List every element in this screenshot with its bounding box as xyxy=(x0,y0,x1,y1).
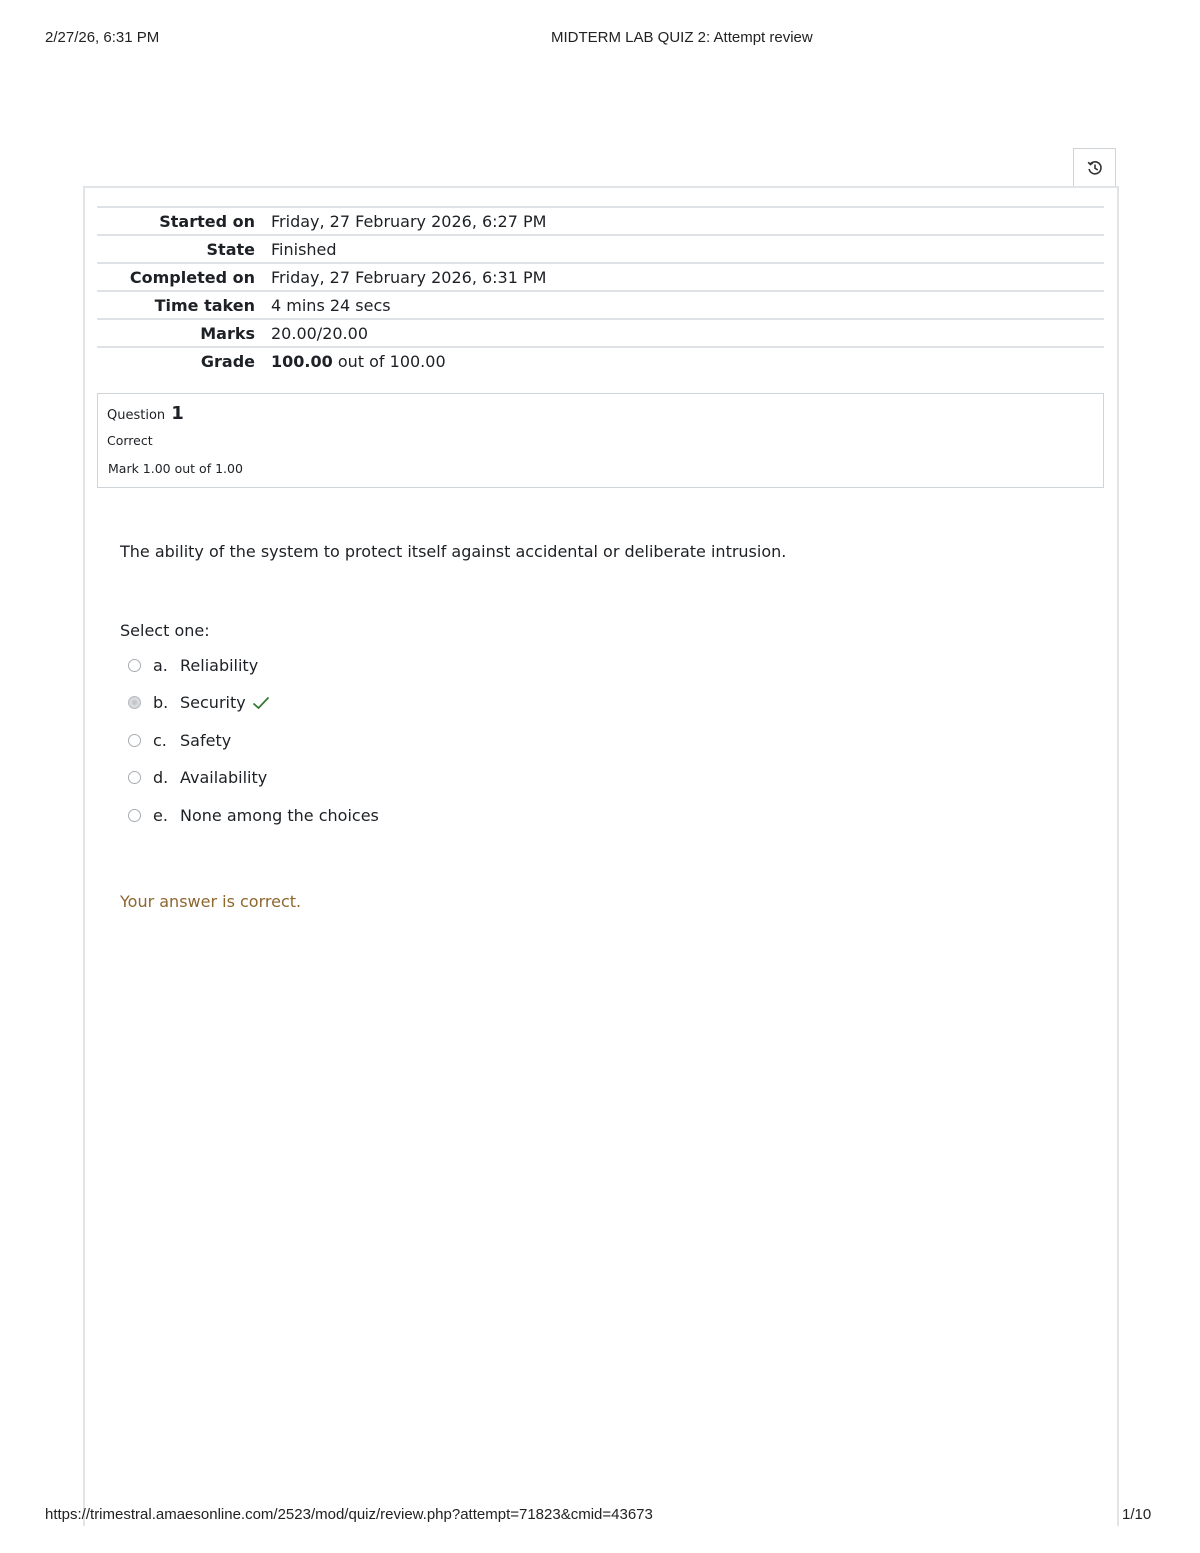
summary-label: State xyxy=(97,235,271,263)
answer-option-a[interactable] xyxy=(128,656,528,693)
question-grade: Mark 1.00 out of 1.00 xyxy=(108,461,243,476)
radio-button-selected[interactable] xyxy=(128,696,141,709)
answer-label: Reliability xyxy=(180,656,259,675)
summary-row-completed xyxy=(97,263,1104,291)
summary-value: 4 mins 24 secs xyxy=(271,291,1104,319)
print-url: https://trimestral.amaesonline.com/2523/mod/quiz/review.php?attempt=71823&cmid=43673 xyxy=(45,1506,653,1523)
answer-label: Availability xyxy=(180,768,268,788)
radio-button[interactable] xyxy=(128,734,141,747)
radio-button[interactable] xyxy=(128,659,141,672)
summary-row-state xyxy=(97,235,1104,263)
summary-label: Completed on xyxy=(97,263,271,291)
print-footer xyxy=(0,1506,1200,1526)
summary-row-grade xyxy=(97,347,1104,375)
answer-label: Security xyxy=(180,693,246,713)
summary-value: Friday, 27 February 2026, 6:31 PM xyxy=(271,263,1104,291)
summary-row-started xyxy=(97,207,1104,235)
radio-button[interactable] xyxy=(128,809,141,822)
history-button[interactable] xyxy=(1073,148,1116,186)
attempt-summary-table xyxy=(97,206,1104,375)
summary-row-marks xyxy=(97,319,1104,347)
question-prefix: Question xyxy=(107,408,166,423)
print-header xyxy=(0,29,1200,49)
answer-label: Safety xyxy=(180,730,232,750)
grade-score: 100.00 xyxy=(271,352,333,371)
answer-option-b[interactable] xyxy=(128,693,528,730)
answer-option-e[interactable] xyxy=(128,806,528,843)
radio-button[interactable] xyxy=(128,771,141,784)
summary-value: Finished xyxy=(271,235,1104,263)
answer-letter: c. xyxy=(153,730,167,750)
answer-letter: e. xyxy=(153,805,168,825)
history-icon xyxy=(1086,159,1104,177)
answer-label: None among the choices xyxy=(180,805,379,825)
quiz-review-card xyxy=(83,186,1119,1526)
question-info-box xyxy=(97,393,1104,488)
summary-label: Grade xyxy=(97,347,271,375)
summary-label: Marks xyxy=(97,319,271,347)
summary-value xyxy=(271,347,1104,375)
select-one-prompt: Select one: xyxy=(120,621,210,640)
summary-row-time-taken xyxy=(97,291,1104,319)
answer-options xyxy=(128,656,528,843)
answer-letter: d. xyxy=(153,768,169,788)
answer-letter: a. xyxy=(153,656,168,675)
summary-value: Friday, 27 February 2026, 6:27 PM xyxy=(271,207,1104,235)
print-page-number: 1/10 xyxy=(1122,1506,1152,1523)
summary-label: Time taken xyxy=(97,291,271,319)
question-number xyxy=(107,403,184,424)
answer-option-c[interactable] xyxy=(128,731,528,768)
answer-letter: b. xyxy=(153,693,169,713)
print-date: 2/27/26, 6:31 PM xyxy=(45,29,160,46)
checkmark-icon xyxy=(252,696,270,710)
grade-rest: out of 100.00 xyxy=(332,352,446,371)
summary-label: Started on xyxy=(97,207,271,235)
answer-text-wrap xyxy=(180,693,270,712)
summary-value: 20.00/20.00 xyxy=(271,319,1104,347)
question-state: Correct xyxy=(107,433,153,448)
answer-feedback: Your answer is correct. xyxy=(120,892,302,911)
question-text: The ability of the system to protect itself against accidental or deliberate intrusion. xyxy=(120,542,787,561)
question-number-value: 1 xyxy=(171,403,184,424)
answer-option-d[interactable] xyxy=(128,768,528,805)
print-page-title: MIDTERM LAB QUIZ 2: Attempt review xyxy=(551,29,813,46)
